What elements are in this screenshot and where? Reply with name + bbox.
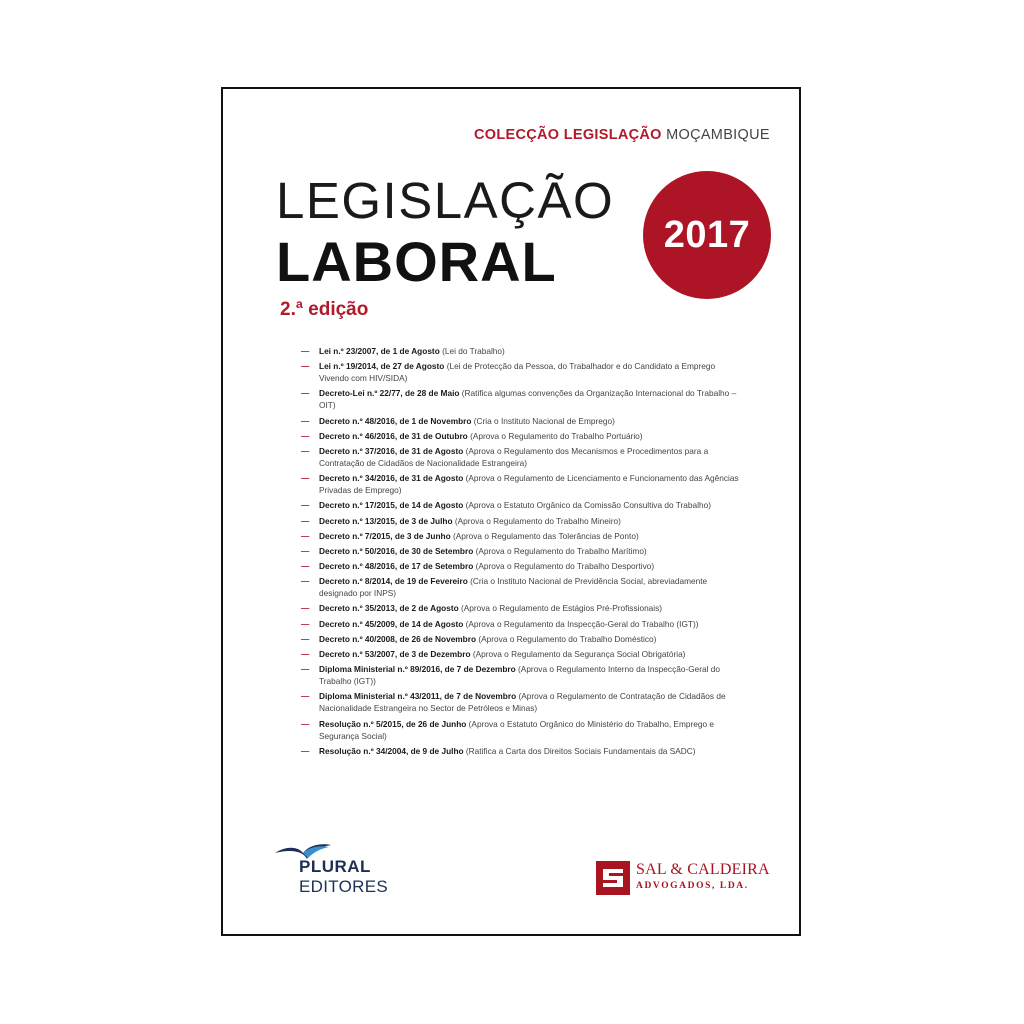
plural-subtitle: EDITORES xyxy=(299,877,388,896)
law-description: (Aprova o Regulamento das Tolerâncias de Ponto) xyxy=(453,530,639,541)
law-description: (Aprova o Regulamento Interno da Inspecção-Geral do Trabalho (IGT)) xyxy=(319,664,721,687)
law-reference: Decreto n.º 48/2016, de 17 de Setembro xyxy=(319,561,474,572)
list-item xyxy=(301,387,741,411)
law-description: (Aprova o Regulamento dos Mecanismos e Procedimentos para a Contratação de Cidadãos de Nacionalidade Estrangeira) xyxy=(319,445,709,468)
law-description: (Ratifica algumas convenções da Organização Internacional do Trabalho – OIT) xyxy=(319,388,737,411)
list-item xyxy=(301,575,741,599)
bullet-dash-icon: — xyxy=(301,691,310,702)
title-line-2: LABORAL xyxy=(276,230,557,293)
list-item xyxy=(301,602,741,614)
book-cover xyxy=(221,87,801,936)
sal-caldeira-mark-icon xyxy=(596,861,630,895)
sal-caldeira-name: SAL & CALDEIRA xyxy=(636,861,770,878)
bullet-dash-icon: — xyxy=(301,545,310,556)
year-badge: 2017 xyxy=(643,171,771,299)
law-description: (Lei de Protecção da Pessoa, do Trabalhador e do Candidato a Emprego Vivendo com HIV/SIDA) xyxy=(319,361,716,384)
bullet-dash-icon: — xyxy=(301,745,310,756)
collection-label xyxy=(474,127,770,143)
bullet-dash-icon: — xyxy=(301,561,310,572)
sal-caldeira-subtitle: ADVOGADOS, LDA. xyxy=(636,881,749,891)
list-item xyxy=(301,360,741,384)
bullet-dash-icon: — xyxy=(301,445,310,456)
law-description: (Aprova o Regulamento de Licenciamento e Funcionamento das Agências Privadas de Emprego) xyxy=(319,473,739,496)
law-reference: Decreto n.º 53/2007, de 3 de Dezembro xyxy=(319,649,471,659)
law-reference: Diploma Ministerial n.º 43/2011, de 7 de Novembro xyxy=(319,691,517,702)
law-reference: Lei n.º 19/2014, de 27 de Agosto xyxy=(319,361,445,372)
list-item xyxy=(301,690,741,714)
bullet-dash-icon: — xyxy=(301,603,310,614)
law-description: (Aprova o Regulamento da Segurança Social Obrigatória) xyxy=(472,649,686,659)
edition-label: 2.ª edição xyxy=(280,299,369,320)
legislation-list xyxy=(301,345,741,760)
bullet-dash-icon: — xyxy=(301,515,310,526)
law-description: (Cria o Instituto Nacional de Previdência Social, abreviadamente designado por INPS) xyxy=(319,576,708,599)
bullet-dash-icon: — xyxy=(301,618,310,629)
bullet-dash-icon: — xyxy=(301,430,310,441)
law-reference: Decreto n.º 37/2016, de 31 de Agosto xyxy=(319,445,464,456)
law-description: (Cria o Instituto Nacional de Emprego) xyxy=(473,415,615,426)
bullet-dash-icon: — xyxy=(301,388,310,399)
law-description: (Aprova o Regulamento de Contratação de Cidadãos de Nacionalidade Estrangeira no Sector de Petróleos e Minas) xyxy=(319,691,726,714)
bullet-dash-icon: — xyxy=(301,346,310,356)
law-reference: Resolução n.º 34/2004, de 9 de Julho xyxy=(319,745,464,756)
list-item xyxy=(301,345,741,357)
bullet-dash-icon: — xyxy=(301,576,310,587)
law-reference: Decreto n.º 46/2016, de 31 de Outubro xyxy=(319,430,468,441)
law-reference: Decreto n.º 13/2015, de 3 de Julho xyxy=(319,515,453,526)
law-description: (Aprova o Regulamento de Estágios Pré-Profissionais) xyxy=(460,603,663,614)
law-reference: Decreto n.º 40/2008, de 26 de Novembro xyxy=(319,633,477,644)
sal-caldeira-logo xyxy=(596,859,776,899)
bullet-dash-icon: — xyxy=(301,649,310,659)
list-item xyxy=(301,745,741,757)
list-item xyxy=(301,445,741,469)
law-reference: Diploma Ministerial n.º 89/2016, de 7 de Dezembro xyxy=(319,664,516,675)
law-description: (Aprova o Regulamento do Trabalho Marítimo) xyxy=(475,545,647,556)
plural-name: PLURAL xyxy=(299,857,371,876)
bullet-dash-icon: — xyxy=(301,718,310,729)
law-reference: Decreto n.º 48/2016, de 1 de Novembro xyxy=(319,415,472,426)
bullet-dash-icon: — xyxy=(301,664,310,675)
bullet-dash-icon: — xyxy=(301,361,310,372)
bullet-dash-icon: — xyxy=(301,415,310,426)
law-reference: Decreto n.º 17/2015, de 14 de Agosto xyxy=(319,500,464,511)
law-description: (Aprova o Regulamento do Trabalho Doméstico) xyxy=(478,633,657,644)
list-item xyxy=(301,663,741,687)
law-reference: Decreto n.º 50/2016, de 30 de Setembro xyxy=(319,545,474,556)
list-item xyxy=(301,472,741,496)
law-reference: Decreto-Lei n.º 22/77, de 28 de Maio xyxy=(319,388,460,399)
law-reference: Decreto n.º 45/2009, de 14 de Agosto xyxy=(319,618,464,629)
list-item xyxy=(301,530,741,542)
law-reference: Decreto n.º 8/2014, de 19 de Fevereiro xyxy=(319,576,468,587)
list-item xyxy=(301,618,741,630)
law-reference: Resolução n.º 5/2015, de 26 de Junho xyxy=(319,718,467,729)
plural-editores-logo xyxy=(273,841,403,901)
law-reference: Decreto n.º 7/2015, de 3 de Junho xyxy=(319,530,451,541)
law-description: (Aprova o Estatuto Orgânico do Ministério do Trabalho, Emprego e Segurança Social) xyxy=(319,718,715,741)
law-description: (Aprova o Regulamento do Trabalho Portuário) xyxy=(470,430,643,441)
law-description: (Aprova o Regulamento do Trabalho Mineiro) xyxy=(454,515,621,526)
bullet-dash-icon: — xyxy=(301,500,310,511)
bullet-dash-icon: — xyxy=(301,473,310,484)
law-reference: Decreto n.º 35/2013, de 2 de Agosto xyxy=(319,603,459,614)
law-description: (Lei do Trabalho) xyxy=(442,346,505,356)
list-item xyxy=(301,545,741,557)
list-item xyxy=(301,415,741,427)
list-item xyxy=(301,515,741,527)
list-item xyxy=(301,499,741,511)
collection-name: COLECÇÃO LEGISLAÇÃO xyxy=(474,127,662,143)
bullet-dash-icon: — xyxy=(301,633,310,644)
list-item xyxy=(301,648,741,660)
law-description: (Aprova o Regulamento da Inspecção-Geral do Trabalho (IGT)) xyxy=(465,618,699,629)
title-line-1: LEGISLAÇÃO xyxy=(276,172,615,229)
law-description: (Aprova o Estatuto Orgânico da Comissão Consultiva do Trabalho) xyxy=(465,500,711,511)
collection-country: MOÇAMBIQUE xyxy=(666,127,770,143)
list-item xyxy=(301,718,741,742)
list-item xyxy=(301,560,741,572)
law-description: (Ratifica a Carta dos Direitos Sociais Fundamentais da SADC) xyxy=(465,745,696,756)
list-item xyxy=(301,430,741,442)
law-reference: Decreto n.º 34/2016, de 31 de Agosto xyxy=(319,473,464,484)
list-item xyxy=(301,633,741,645)
law-description: (Aprova o Regulamento do Trabalho Desportivo) xyxy=(475,561,655,572)
law-reference: Lei n.º 23/2007, de 1 de Agosto xyxy=(319,346,440,356)
bullet-dash-icon: — xyxy=(301,530,310,541)
